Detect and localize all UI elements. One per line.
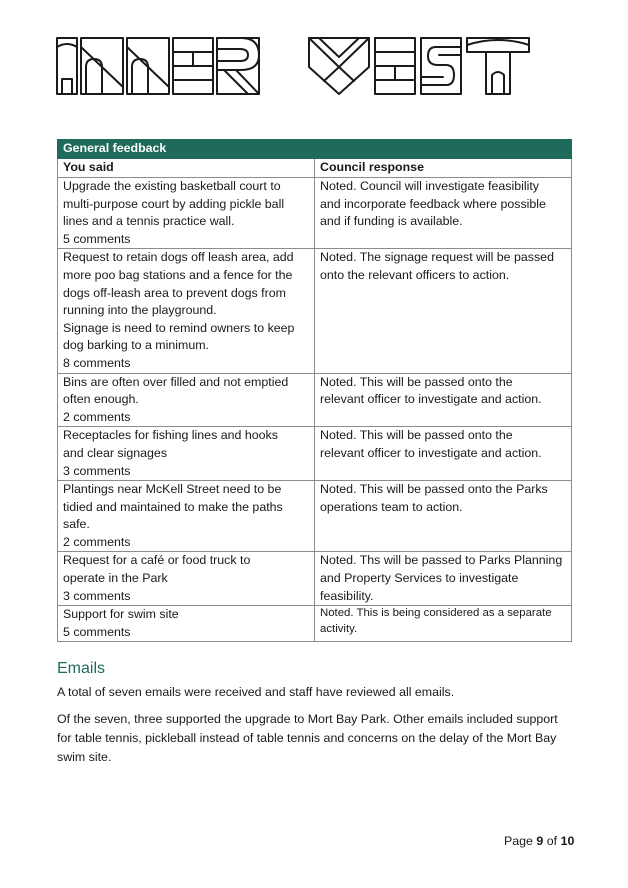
you-said-cell-line: Upgrade the existing basketball court to bbox=[63, 179, 281, 193]
you-said-cell-line: 2 comments bbox=[63, 534, 131, 549]
council-response-cell-line: Noted. This is being considered as a separate bbox=[320, 607, 552, 620]
table-row bbox=[58, 481, 572, 552]
general-feedback-table bbox=[57, 139, 572, 642]
you-said-cell-line: lines and a tennis practice wall. bbox=[63, 214, 235, 229]
council-response-cell-line: relevant officer to investigate and action. bbox=[320, 392, 542, 407]
you-said-cell-line: Signage is need to remind owners to keep bbox=[63, 320, 295, 335]
you-said-cell-line: often enough. bbox=[63, 392, 139, 407]
you-said-cell-line: safe. bbox=[63, 517, 90, 532]
you-said-cell-line: multi-purpose court by adding pickle ball bbox=[63, 196, 285, 211]
you-said-cell-line: running into the playground. bbox=[63, 303, 217, 318]
you-said-cell-line: Bins are often over filled and not emptied bbox=[63, 374, 289, 389]
inner-west-logo bbox=[56, 37, 532, 95]
you-said-cell-line: tidied and maintained to make the paths bbox=[63, 499, 283, 514]
council-response-cell-line: and incorporate feedback where possible bbox=[320, 196, 546, 211]
you-said-cell-line: operate in the Park bbox=[63, 571, 168, 586]
council-response-cell-line: onto the relevant officers to action. bbox=[320, 267, 510, 282]
council-response-cell-line: and Property Services to investigate bbox=[320, 571, 519, 586]
council-response-cell-line: Noted. This will be passed onto the bbox=[320, 428, 513, 443]
you-said-cell bbox=[58, 249, 315, 373]
council-response-cell-line: Noted. Council will investigate feasibility bbox=[320, 179, 540, 193]
table-title: General feedback bbox=[58, 140, 572, 159]
you-said-cell bbox=[58, 606, 315, 642]
emails-paragraph-1: A total of seven emails were received and staff have reviewed all emails. bbox=[57, 685, 455, 699]
you-said-cell bbox=[58, 427, 315, 481]
council-response-cell bbox=[315, 373, 572, 427]
you-said-cell-line: 8 comments bbox=[63, 355, 131, 370]
council-response-cell-line: relevant officer to investigate and action. bbox=[320, 445, 542, 460]
table-row bbox=[58, 249, 572, 373]
you-said-cell-line: 5 comments bbox=[63, 624, 131, 639]
council-response-cell bbox=[315, 552, 572, 606]
you-said-cell-line: 5 comments bbox=[63, 231, 131, 246]
header-council-response: Council response bbox=[315, 159, 572, 178]
you-said-cell-line: Receptacles for fishing lines and hooks bbox=[63, 428, 278, 443]
page-number bbox=[504, 834, 574, 848]
header-you-said: You said bbox=[58, 159, 315, 178]
you-said-cell-line: Request to retain dogs off leash area, add bbox=[63, 250, 294, 265]
you-said-cell bbox=[58, 178, 315, 249]
emails-paragraph-2: Of the seven, three supported the upgrade to Mort Bay Park. Other emails included support for table tennis, pickleball instead of table tennis and concerns on the delay of the Mort Bay swim site. bbox=[57, 712, 558, 764]
table-row bbox=[58, 427, 572, 481]
you-said-cell-line: Request for a café or food truck to bbox=[63, 553, 251, 568]
page-prefix: Page bbox=[504, 834, 533, 848]
council-response-cell bbox=[315, 249, 572, 373]
council-response-cell-line: feasibility. bbox=[320, 588, 374, 603]
table-row bbox=[58, 552, 572, 606]
you-said-cell-line: Support for swim site bbox=[63, 607, 179, 622]
you-said-cell-line: 3 comments bbox=[63, 588, 131, 603]
table-title-row bbox=[58, 140, 572, 159]
page-total: 10 bbox=[560, 834, 575, 848]
page-of: of bbox=[546, 834, 558, 848]
you-said-cell-line: more poo bag stations and a fence for the bbox=[63, 267, 293, 282]
you-said-cell-line: and clear signages bbox=[63, 445, 168, 460]
council-response-cell-line: Noted. Ths will be passed to Parks Planning bbox=[320, 553, 563, 568]
table-row bbox=[58, 606, 572, 642]
you-said-cell-line: dog barking to a minimum. bbox=[63, 338, 210, 353]
council-response-cell-line: Noted. This will be passed onto the Parks bbox=[320, 482, 548, 497]
you-said-cell-line: 3 comments bbox=[63, 463, 131, 478]
council-response-cell bbox=[315, 481, 572, 552]
council-response-cell-line: and if funding is available. bbox=[320, 214, 463, 229]
inner-west-logo-graphic bbox=[56, 37, 532, 95]
page-current: 9 bbox=[536, 834, 544, 848]
table-header-row bbox=[58, 159, 572, 178]
you-said-cell bbox=[58, 373, 315, 427]
council-response-cell bbox=[315, 606, 572, 642]
council-response-cell-line: operations team to action. bbox=[320, 499, 463, 514]
table-row bbox=[58, 373, 572, 427]
council-response-cell bbox=[315, 427, 572, 481]
council-response-cell-line: Noted. This will be passed onto the bbox=[320, 374, 513, 389]
council-response-cell bbox=[315, 178, 572, 249]
you-said-cell-line: dogs off-leash area to prevent dogs from bbox=[63, 285, 286, 300]
you-said-cell-line: 2 comments bbox=[63, 409, 131, 424]
you-said-cell-line: Plantings near McKell Street need to be bbox=[63, 482, 282, 497]
council-response-cell-line: activity. bbox=[320, 622, 358, 635]
you-said-cell bbox=[58, 552, 315, 606]
you-said-cell bbox=[58, 481, 315, 552]
council-response-cell-line: Noted. The signage request will be passed bbox=[320, 250, 554, 265]
table-row bbox=[58, 178, 572, 249]
emails-heading: Emails bbox=[57, 660, 106, 677]
